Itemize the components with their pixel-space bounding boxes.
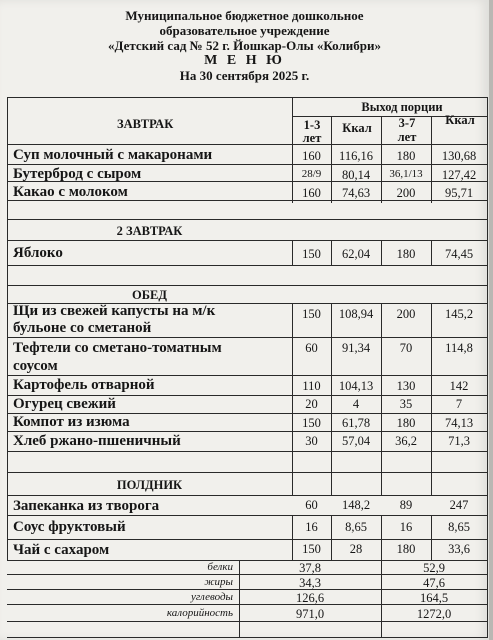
menu-header [0, 8, 489, 83]
kcal-1-3: 148,2 [341, 498, 371, 512]
portion-3-7: 70 [399, 341, 413, 355]
kcal-2-header: Ккал [445, 113, 475, 127]
portion-1-3: 16 [305, 520, 318, 534]
kcal-1-3: 62,04 [341, 247, 371, 261]
dish-name: Огурец свежий [13, 396, 116, 412]
section-breakfast-2: 2 ЗАВТРАК [116, 224, 183, 238]
total-carbs-1-3: 126,6 [295, 591, 325, 605]
portion-1-3: 160 [302, 186, 321, 200]
kcal-3-7: 8,65 [448, 520, 470, 534]
kcal-1-3: 74,63 [341, 186, 371, 200]
menu-date: На 30 сентября 2025 г. [179, 68, 310, 83]
institution-line1: Муниципальное бюджетное дошкольное [125, 8, 364, 23]
portion-1-3: 60 [305, 341, 318, 355]
total-calories-1-3: 971,0 [295, 607, 325, 621]
portion-3-7: 200 [396, 307, 416, 321]
portion-1-3: 28/9 [301, 168, 322, 180]
dish-name: Какао с молоком [13, 184, 128, 200]
portion-3-7: 180 [396, 247, 416, 261]
portion-1-3: 150 [302, 416, 321, 430]
kcal-1-3: 61,78 [341, 416, 371, 430]
kcal-3-7: 74,13 [444, 416, 474, 430]
portion-3-7: 130 [396, 379, 416, 393]
total-label-carbs: углеводы [191, 591, 233, 603]
kcal-1-3: 91,34 [341, 341, 371, 355]
total-label-calories: калорийность [166, 607, 233, 619]
portion-1-3: 150 [302, 542, 321, 556]
dish-name: Тефтели со сметано-томатным [13, 340, 222, 356]
portion-3-7: 35 [399, 397, 413, 411]
total-carbs-3-7: 164,5 [419, 591, 449, 605]
section-lunch: ОБЕД [132, 288, 167, 302]
kcal-3-7: 142 [449, 379, 469, 393]
kcal-1-3: 57,04 [341, 434, 371, 448]
portion-3-7: 36,1/13 [389, 168, 423, 180]
age-3-7-header: 3-7 [398, 116, 416, 130]
portion-header: Выход порции [361, 100, 443, 114]
portion-1-3: 60 [305, 498, 318, 512]
dish-name: Чай с сахаром [13, 542, 110, 558]
kcal-1-3: 4 [352, 397, 360, 411]
dish-name-cont: соусом [13, 358, 58, 374]
portion-3-7: 180 [396, 542, 416, 556]
portion-3-7: 16 [399, 520, 413, 534]
menu-table [7, 97, 488, 637]
portion-1-3: 150 [302, 307, 321, 321]
total-proteins-3-7: 52,9 [423, 561, 445, 575]
section-snack: ПОЛДНИК [116, 478, 183, 492]
institution-line3: «Детский сад № 52 г. Йошкар-Олы «Колибри» [107, 38, 382, 53]
kcal-1-3: 80,14 [341, 168, 371, 182]
kcal-1-3: 116,16 [339, 149, 373, 163]
kcal-3-7: 130,68 [441, 149, 477, 163]
dish-name-cont: бульоне со сметаной [13, 320, 152, 336]
kcal-1-3: 108,94 [338, 307, 374, 321]
institution-line2: образовательное учреждение [159, 23, 330, 38]
portion-3-7: 180 [396, 149, 416, 163]
total-proteins-1-3: 37,8 [299, 561, 321, 575]
portion-3-7: 89 [399, 498, 413, 512]
kcal-3-7: 71,3 [448, 434, 470, 448]
total-label-fats: жиры [204, 576, 233, 588]
portion-3-7: 36,2 [395, 434, 417, 448]
age-1-3-header: 1-3 [303, 118, 321, 132]
portion-1-3: 150 [302, 247, 321, 261]
total-fats-1-3: 34,3 [299, 576, 321, 590]
kcal-3-7: 114,8 [445, 341, 473, 355]
dish-name: Яблоко [13, 245, 63, 261]
dish-name: Компот из изюма [13, 414, 130, 430]
dish-name: Бутерброд с сыром [13, 166, 142, 182]
menu-title: М Е Н Ю [204, 53, 285, 68]
age-3-7-years: лет [397, 130, 417, 144]
kcal-3-7: 127,42 [441, 168, 477, 182]
portion-3-7: 200 [396, 186, 416, 200]
dish-name: Хлеб ржано-пшеничный [13, 433, 181, 449]
kcal-3-7: 7 [455, 397, 463, 411]
kcal-1-3: 8,65 [345, 520, 367, 534]
total-fats-3-7: 47,6 [423, 576, 445, 590]
portion-1-3: 20 [305, 397, 318, 411]
total-calories-3-7: 1272,0 [416, 607, 452, 621]
breakfast-header: ЗАВТРАК [117, 117, 174, 131]
kcal-3-7: 145,2 [444, 307, 474, 321]
portion-1-3: 110 [302, 379, 321, 393]
dish-name: Картофель отварной [13, 377, 155, 393]
kcal-3-7: 247 [449, 498, 469, 512]
kcal-3-7: 33,6 [448, 542, 470, 556]
age-1-3-years: лет [302, 131, 322, 145]
kcal-1-header: Ккал [342, 121, 372, 135]
kcal-3-7: 95,71 [444, 186, 474, 200]
portion-3-7: 180 [396, 416, 416, 430]
total-label-proteins: белки [207, 561, 233, 573]
dish-name: Соус фруктовый [13, 519, 126, 535]
kcal-3-7: 74,45 [444, 247, 474, 261]
portion-1-3: 30 [305, 434, 318, 448]
kcal-1-3: 104,13 [338, 379, 374, 393]
kcal-1-3: 28 [349, 542, 363, 556]
portion-1-3: 160 [302, 149, 321, 163]
dish-name: Запеканка из творога [13, 498, 160, 514]
dish-name: Суп молочный с макаронами [13, 147, 213, 163]
dish-name: Щи из свежей капусты на м/к [13, 303, 216, 319]
